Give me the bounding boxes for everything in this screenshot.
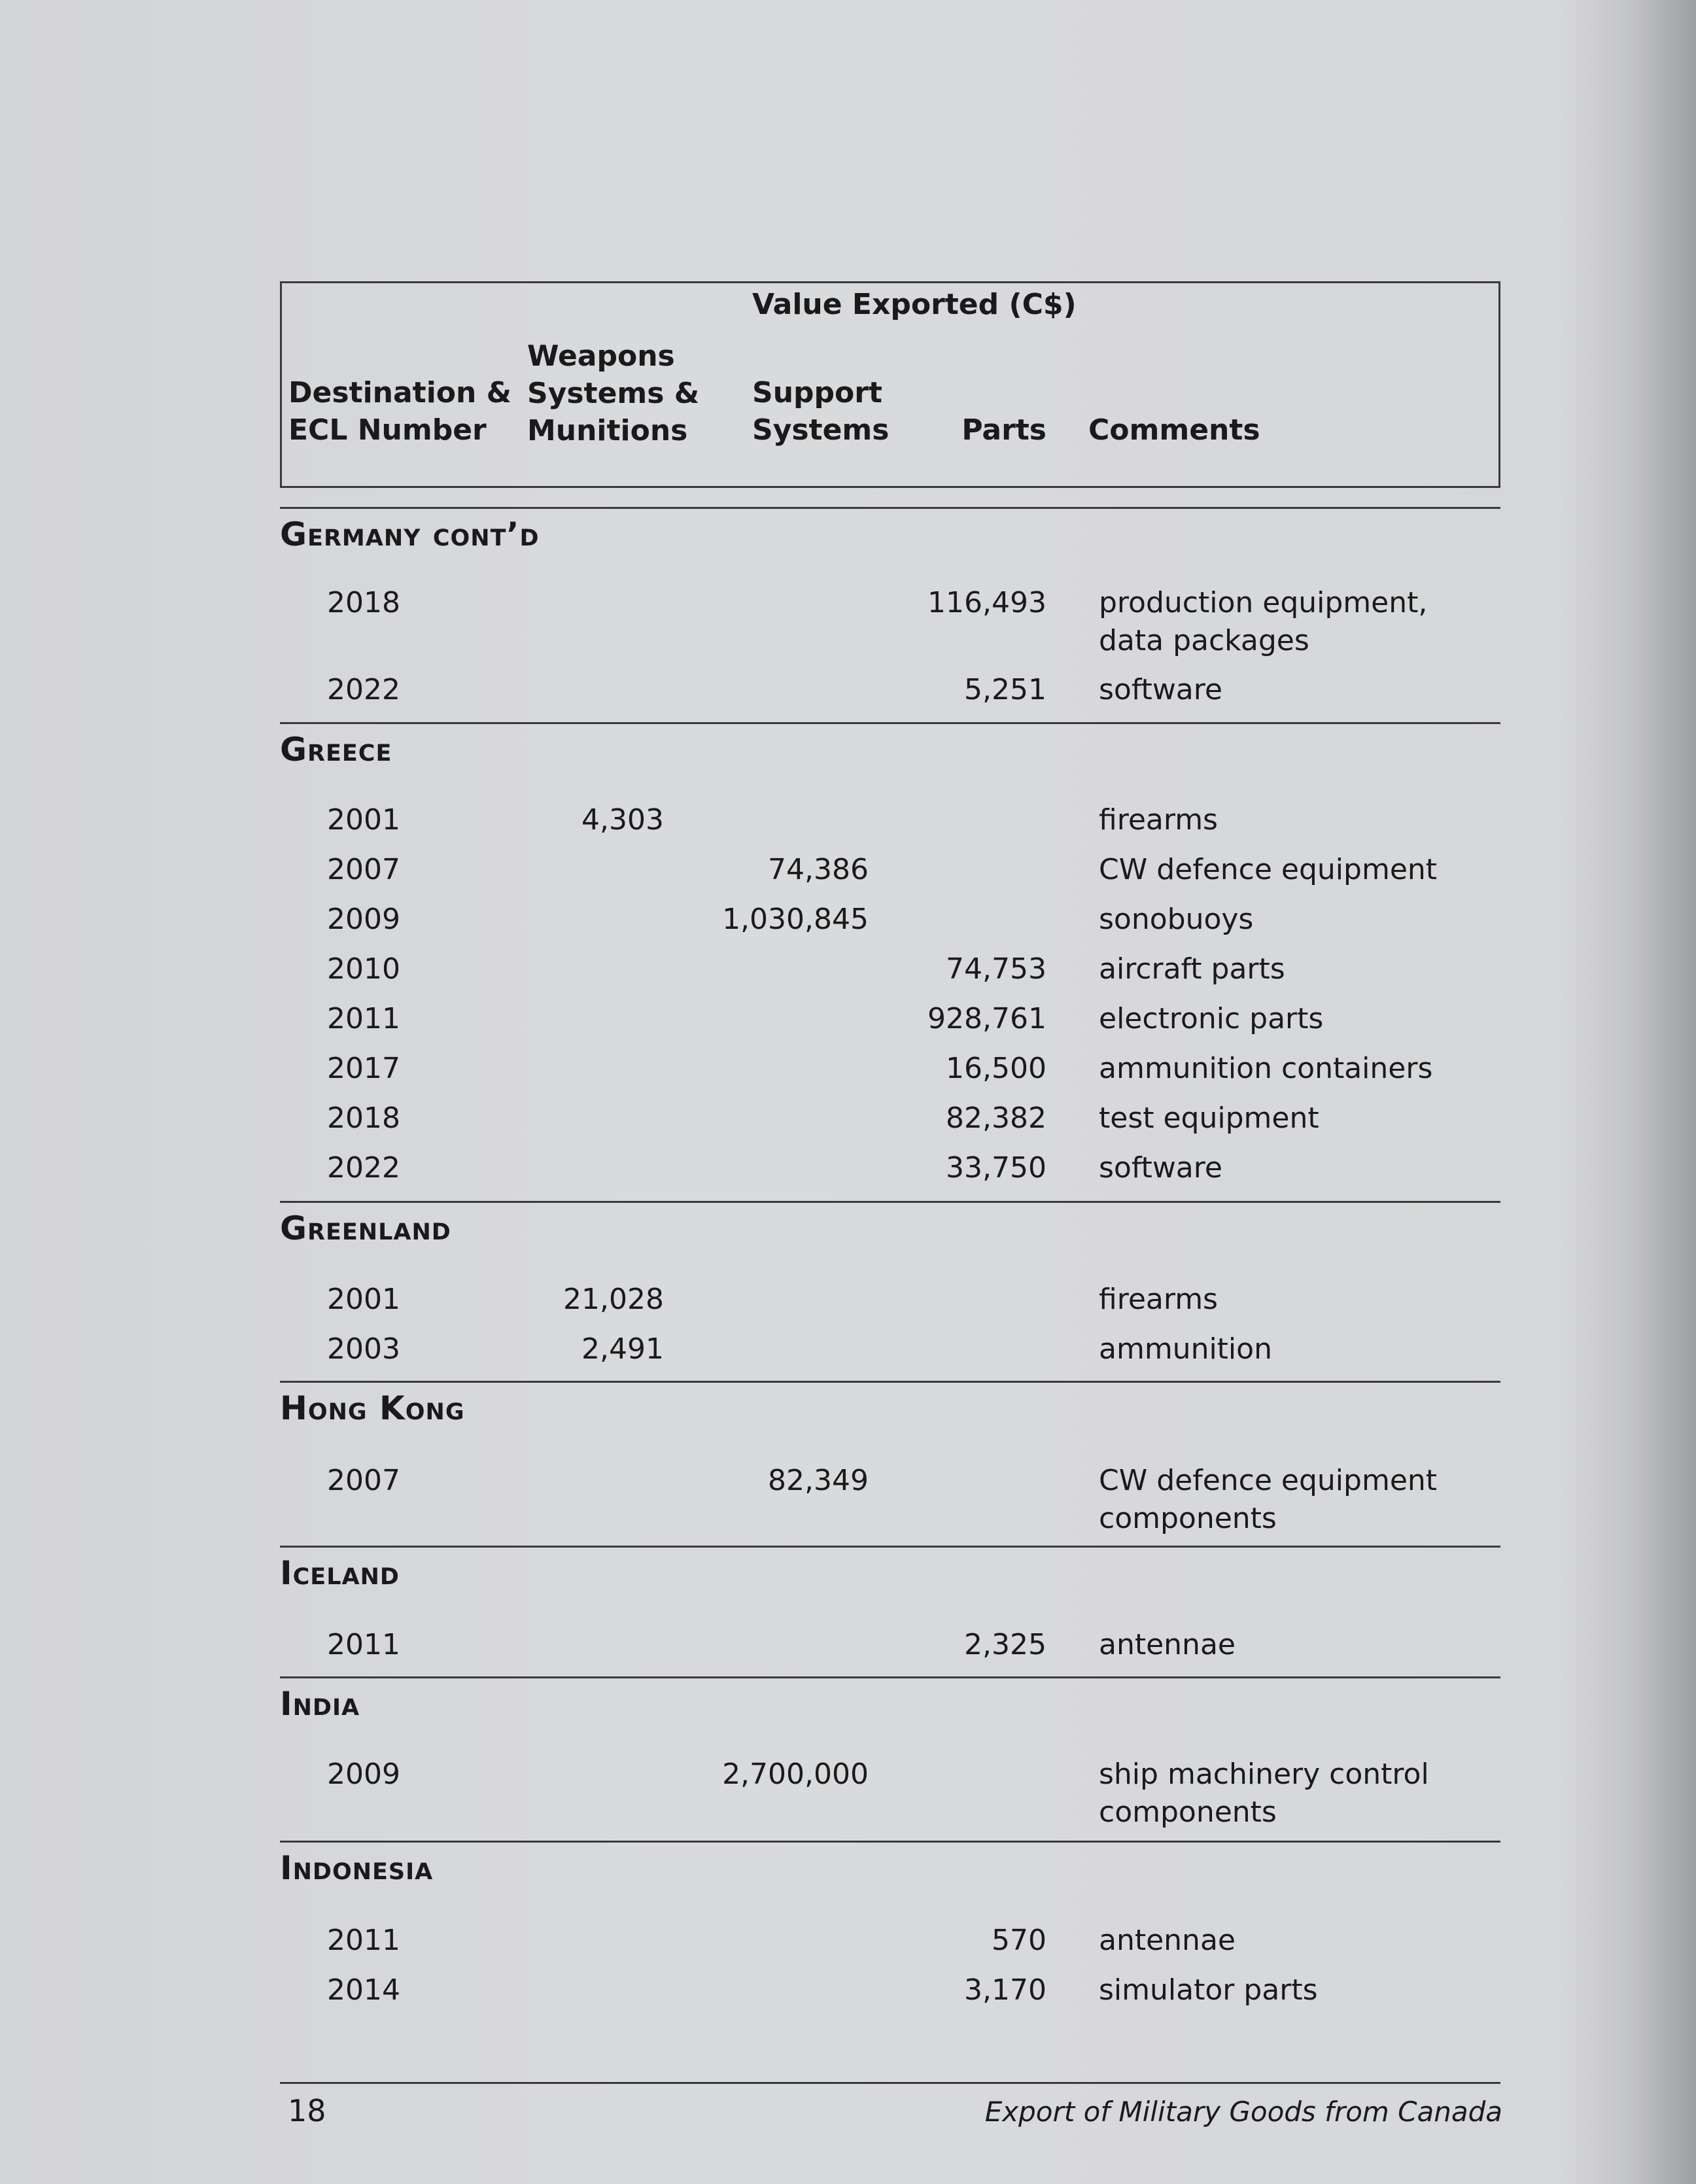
col-weapons: Weapons Systems & Munitions — [527, 339, 700, 447]
footer-rule — [280, 2082, 1500, 2084]
section-title: Iceland — [280, 1554, 400, 1592]
row-parts-value: 16,500 — [946, 1052, 1047, 1085]
row-comment: aircraft parts — [1099, 952, 1285, 986]
row-support-value: 1,030,845 — [722, 903, 869, 936]
row-comment: firearms — [1099, 1283, 1218, 1316]
row-year: 2018 — [327, 586, 400, 619]
row-weapons-value: 2,491 — [581, 1332, 664, 1366]
row-comment: firearms — [1099, 803, 1218, 837]
row-year: 2007 — [327, 853, 400, 886]
row-year: 2011 — [327, 1924, 400, 1957]
row-comment: electronic parts — [1099, 1002, 1324, 1035]
section-rule — [280, 1381, 1500, 1383]
row-weapons-value: 21,028 — [563, 1283, 664, 1316]
row-year: 2007 — [327, 1464, 400, 1497]
section-title: Germany cont’d — [280, 515, 540, 553]
row-comment: CW defence equipment components — [1099, 1464, 1438, 1535]
row-comment: ammunition — [1099, 1332, 1272, 1366]
row-year: 2022 — [327, 673, 400, 706]
row-year: 2010 — [327, 952, 400, 986]
row-support-value: 74,386 — [768, 853, 869, 886]
row-parts-value: 3,170 — [964, 1973, 1047, 2007]
row-weapons-value: 4,303 — [581, 803, 664, 837]
row-year: 2018 — [327, 1101, 400, 1135]
col-support: Support Systems — [752, 376, 890, 447]
section-title: Greece — [280, 731, 392, 769]
section-title: India — [280, 1685, 360, 1723]
value-exported-label: Value Exported (C$) — [752, 288, 1077, 321]
section-title: Indonesia — [280, 1849, 434, 1887]
row-year: 2011 — [327, 1002, 400, 1035]
section-rule — [280, 1201, 1500, 1203]
row-year: 2014 — [327, 1973, 400, 2007]
row-year: 2022 — [327, 1151, 400, 1185]
row-parts-value: 2,325 — [964, 1628, 1047, 1661]
section-rule — [280, 507, 1500, 509]
row-parts-value: 33,750 — [946, 1151, 1047, 1185]
section-title: Greenland — [280, 1209, 451, 1247]
page-number: 18 — [288, 2093, 326, 2128]
row-year: 2009 — [327, 903, 400, 936]
row-year: 2009 — [327, 1758, 400, 1791]
row-comment: antennae — [1099, 1628, 1236, 1661]
col-destination: Destination & ECL Number — [288, 376, 512, 447]
col-parts: Parts — [961, 413, 1047, 447]
col-comments: Comments — [1088, 413, 1260, 447]
row-comment: production equipment, data packages — [1099, 586, 1428, 657]
row-comment: software — [1099, 1151, 1222, 1185]
row-comment: sonobuoys — [1099, 903, 1254, 936]
row-comment: ship machinery control components — [1099, 1758, 1429, 1829]
publication-title: Export of Military Goods from Canada — [984, 2096, 1502, 2128]
row-support-value: 2,700,000 — [722, 1758, 869, 1791]
row-parts-value: 116,493 — [927, 586, 1047, 619]
row-parts-value: 570 — [992, 1924, 1047, 1957]
row-year: 2011 — [327, 1628, 400, 1661]
row-parts-value: 82,382 — [946, 1101, 1047, 1135]
row-support-value: 82,349 — [768, 1464, 869, 1497]
row-comment: test equipment — [1099, 1101, 1319, 1135]
row-year: 2001 — [327, 803, 400, 837]
row-year: 2003 — [327, 1332, 400, 1366]
row-comment: antennae — [1099, 1924, 1236, 1957]
row-parts-value: 5,251 — [964, 673, 1047, 706]
row-comment: CW defence equipment — [1099, 853, 1438, 886]
section-rule — [280, 722, 1500, 724]
section-rule — [280, 1676, 1500, 1678]
row-parts-value: 74,753 — [946, 952, 1047, 986]
row-year: 2001 — [327, 1283, 400, 1316]
row-year: 2017 — [327, 1052, 400, 1085]
section-rule — [280, 1546, 1500, 1548]
section-rule — [280, 1841, 1500, 1843]
row-parts-value: 928,761 — [927, 1002, 1047, 1035]
row-comment: simulator parts — [1099, 1973, 1318, 2007]
row-comment: ammunition containers — [1099, 1052, 1433, 1085]
section-title: Hong Kong — [280, 1389, 465, 1427]
row-comment: software — [1099, 673, 1222, 706]
